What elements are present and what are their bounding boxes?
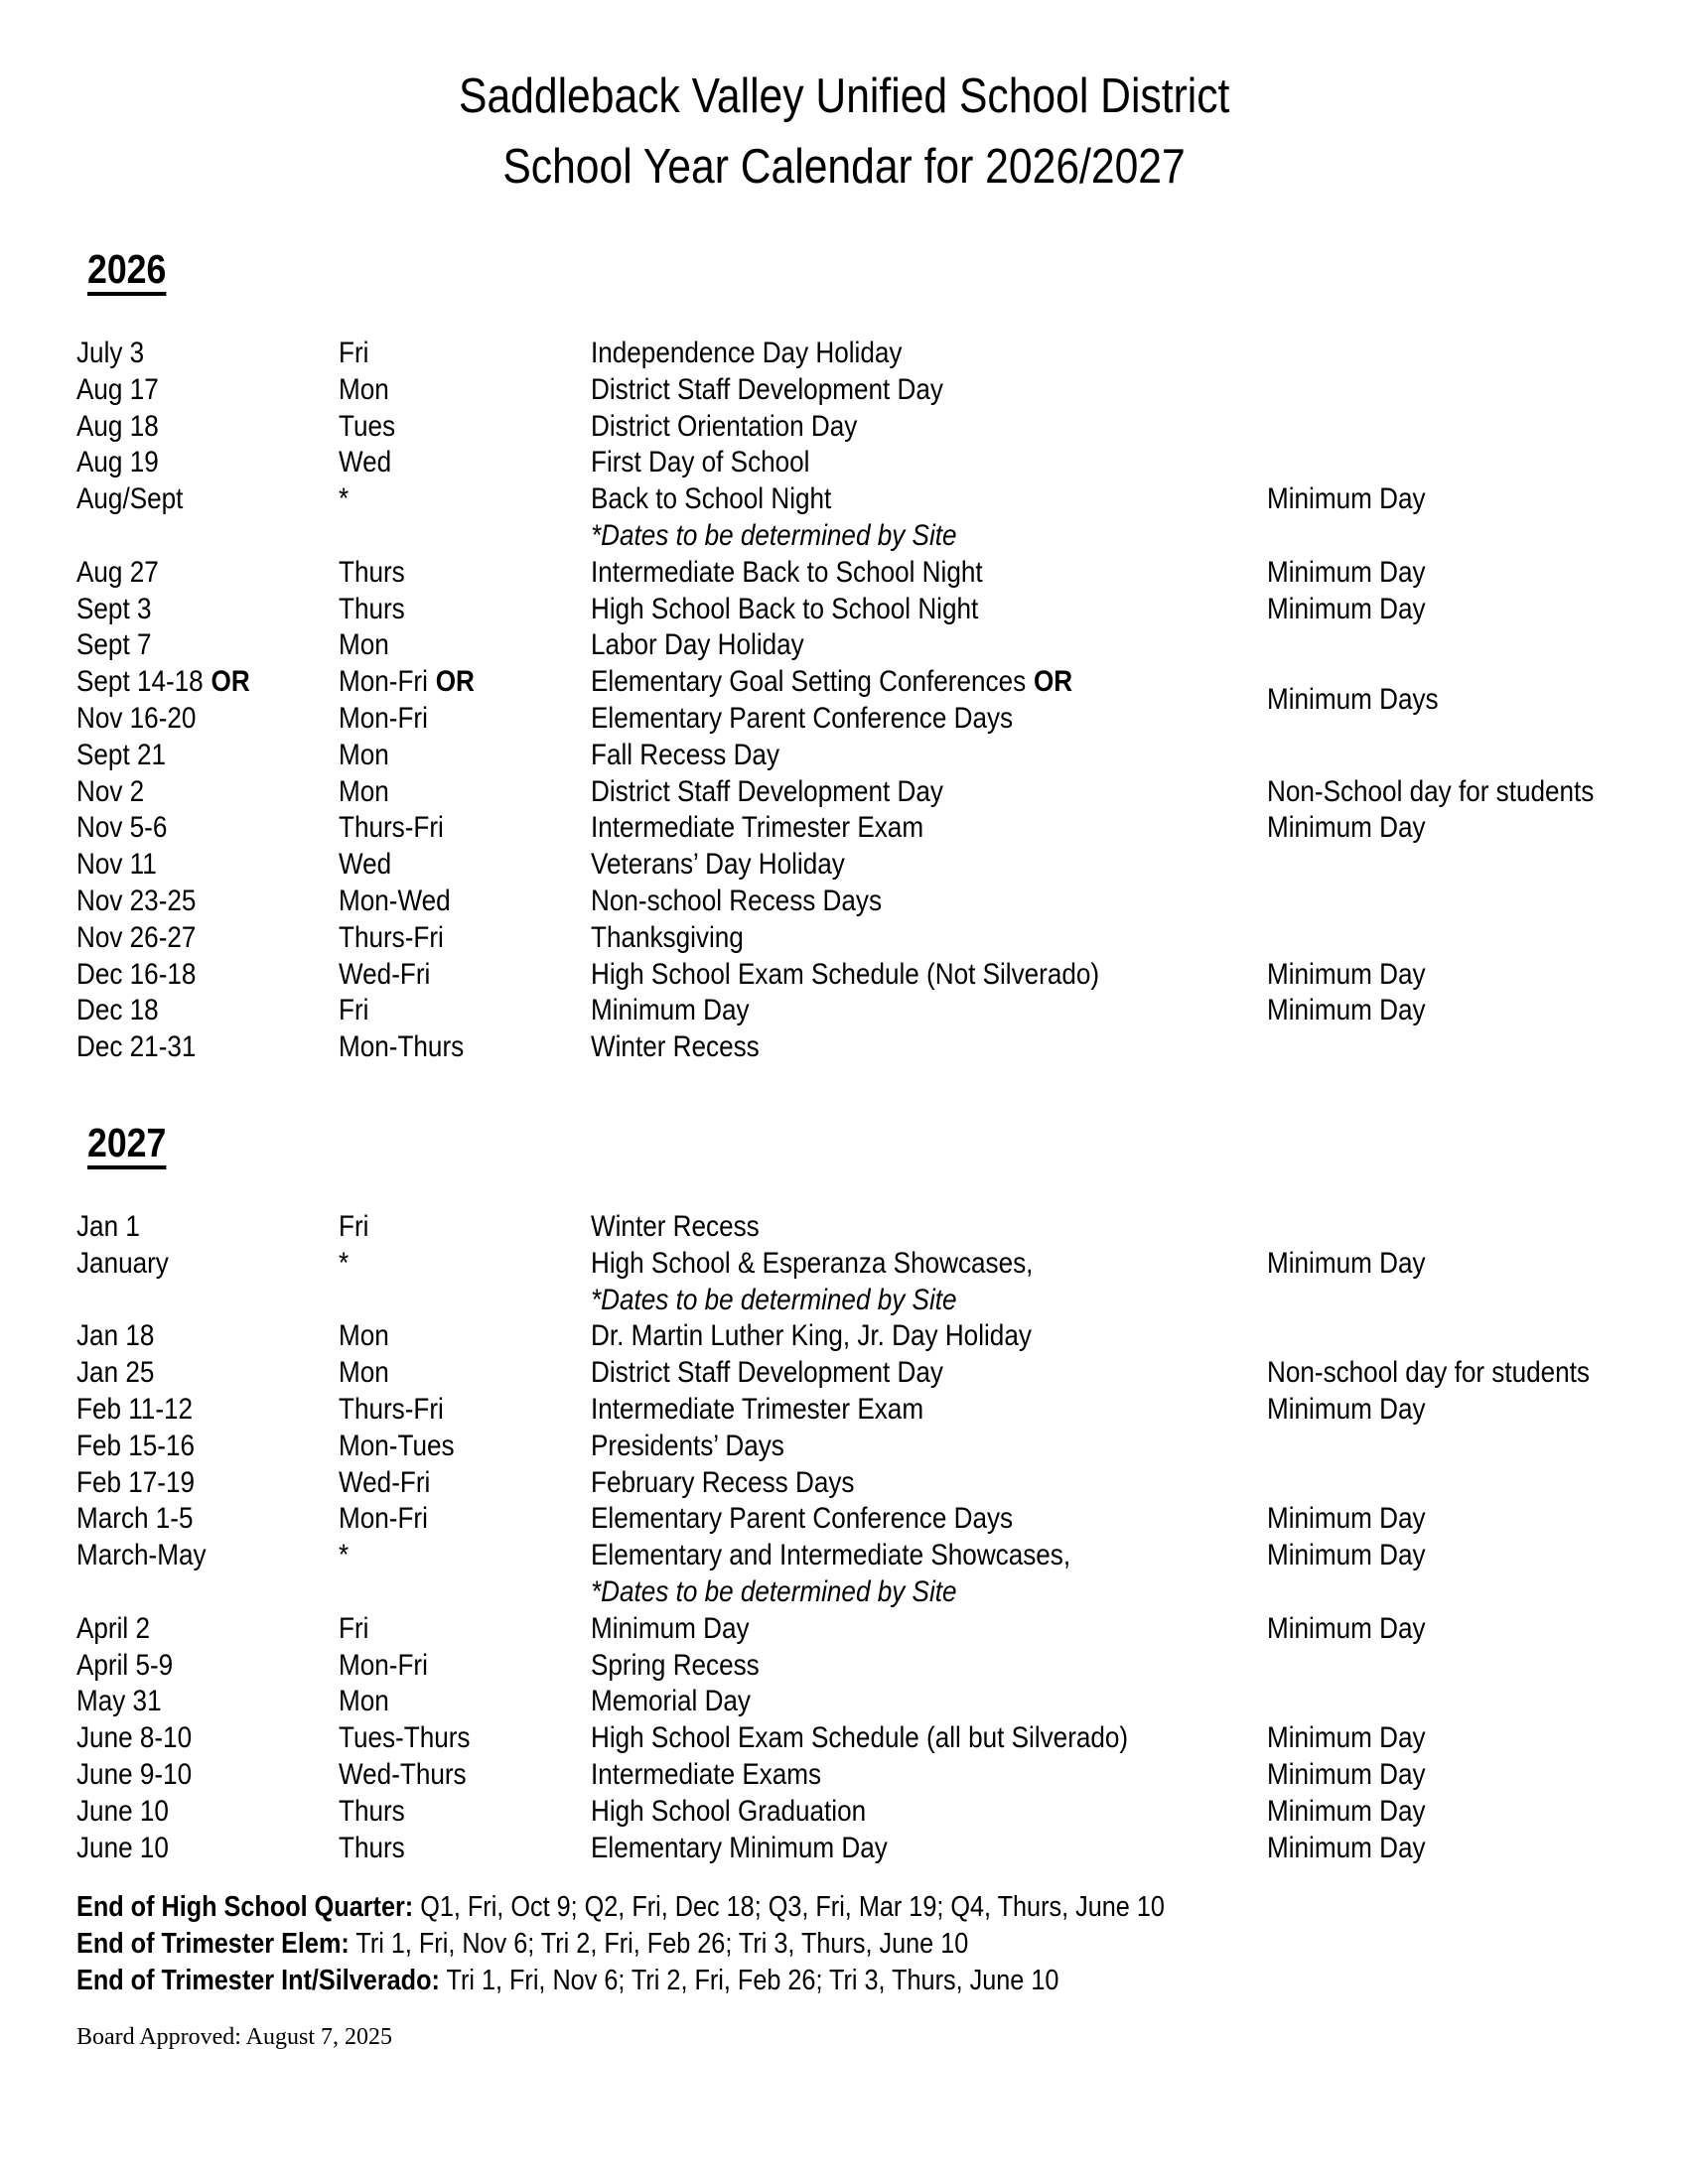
- day-cell: Tues-Thurs: [339, 1721, 471, 1755]
- end-of-quarter-text: Q1, Fri, Oct 9; Q2, Fri, Dec 18; Q3, Fri, Mar 19; Q4, Thurs, June 10: [413, 1891, 1165, 1923]
- event-cell: Labor Day Holiday: [591, 628, 804, 662]
- calendar-row: [0, 1465, 1688, 1502]
- day-cell: Mon-Fri: [339, 701, 428, 735]
- event-cell: High School Graduation: [591, 1794, 867, 1828]
- note-cell: Minimum Day: [1267, 592, 1426, 625]
- note-cell: Minimum Day: [1267, 555, 1426, 589]
- note-cell: Minimum Day: [1267, 1794, 1426, 1828]
- calendar-rows-2026: [0, 336, 1688, 1066]
- year-heading-2027: 2027: [87, 1120, 167, 1165]
- end-of-trimester-int-line: [76, 1963, 1328, 1999]
- note-cell: Minimum Day: [1267, 1831, 1426, 1864]
- day-cell: Fri: [339, 1210, 369, 1243]
- day-cell: Thurs: [339, 1794, 405, 1828]
- event-cell: Minimum Day: [591, 1611, 750, 1645]
- day-cell: Wed-Thurs: [339, 1757, 467, 1791]
- calendar-row: [0, 993, 1688, 1029]
- calendar-row: [0, 1283, 1688, 1319]
- date-cell: Aug 18: [76, 409, 159, 443]
- event-cell: Memorial Day: [591, 1685, 751, 1718]
- day-cell: Mon-Thurs: [339, 1030, 465, 1064]
- calendar-row: [0, 1684, 1688, 1720]
- calendar-row: [0, 627, 1688, 664]
- end-of-trimester-elem-label: End of Trimester Elem:: [76, 1927, 350, 1960]
- date-cell: Feb 11-12: [76, 1392, 194, 1426]
- event-cell: Veterans’ Day Holiday: [591, 848, 845, 882]
- day-cell: *: [339, 1246, 350, 1280]
- calendar-row: [0, 884, 1688, 920]
- calendar-row: [0, 1720, 1688, 1757]
- date-cell: Sept 14-18 OR: [76, 665, 250, 699]
- event-cell: Elementary Goal Setting Conferences OR: [591, 665, 1073, 699]
- day-cell: Mon-Fri: [339, 1648, 428, 1682]
- date-cell: Dec 21-31: [76, 1030, 197, 1064]
- date-cell: May 31: [76, 1685, 162, 1718]
- day-cell: Mon-Fri OR: [339, 665, 475, 699]
- note-cell: Minimum Day: [1267, 1539, 1426, 1572]
- event-cell: Intermediate Exams: [591, 1757, 822, 1791]
- calendar-subtitle: School Year Calendar for 2026/2027: [502, 140, 1186, 194]
- day-cell: Thurs: [339, 592, 405, 625]
- day-cell: Mon: [339, 1356, 389, 1390]
- day-cell: Fri: [339, 337, 369, 369]
- date-cell: March-May: [76, 1539, 207, 1572]
- day-cell: Mon: [339, 372, 389, 406]
- calendar-row: [0, 774, 1688, 811]
- calendar-row: [0, 592, 1688, 628]
- calendar-rows-2027: [0, 1209, 1688, 1866]
- event-cell: Elementary Parent Conference Days: [591, 701, 1014, 735]
- calendar-row: [0, 920, 1688, 957]
- date-cell: Sept 7: [76, 628, 152, 662]
- date-cell: June 10: [76, 1831, 169, 1864]
- end-of-quarter-line: [76, 1889, 1328, 1926]
- event-cell: Winter Recess: [591, 1210, 760, 1243]
- date-cell: Nov 5-6: [76, 811, 168, 845]
- day-cell: Mon: [339, 738, 389, 771]
- event-cell: First Day of School: [591, 446, 810, 479]
- event-cell: Elementary Parent Conference Days: [591, 1502, 1014, 1536]
- event-cell: *Dates to be determined by Site: [591, 518, 957, 552]
- date-cell: Aug 19: [76, 446, 159, 479]
- event-cell: Spring Recess: [591, 1648, 760, 1682]
- day-cell: Mon: [339, 1319, 389, 1353]
- note-cell: Minimum Day: [1267, 957, 1426, 991]
- note-cell: Minimum Day: [1267, 1392, 1426, 1426]
- day-cell: *: [339, 1539, 350, 1572]
- calendar-row: [0, 1757, 1688, 1794]
- calendar-row: [0, 1209, 1688, 1246]
- day-cell: Mon: [339, 774, 389, 808]
- calendar-row: [0, 1574, 1688, 1611]
- calendar-row: [0, 481, 1688, 518]
- day-cell: Thurs: [339, 1831, 405, 1864]
- event-cell: High School Exam Schedule (Not Silverado): [591, 957, 1100, 991]
- calendar-row: [0, 1429, 1688, 1465]
- calendar-row: [0, 555, 1688, 592]
- day-cell: Fri: [339, 1611, 369, 1645]
- event-cell: Winter Recess: [591, 1030, 760, 1064]
- day-cell: Mon-Tues: [339, 1429, 455, 1462]
- calendar-row: [0, 1501, 1688, 1538]
- date-cell: Feb 15-16: [76, 1429, 195, 1462]
- note-cell: Minimum Day: [1267, 1611, 1426, 1645]
- calendar-row: [0, 409, 1688, 446]
- date-cell: Jan 1: [76, 1210, 140, 1243]
- note-cell: Minimum Day: [1267, 1757, 1426, 1791]
- calendar-row: [0, 1318, 1688, 1355]
- day-cell: Thurs-Fri: [339, 920, 444, 954]
- date-cell: Nov 2: [76, 774, 145, 808]
- event-cell: District Staff Development Day: [591, 774, 943, 808]
- date-cell: Sept 3: [76, 592, 152, 625]
- day-cell: Thurs: [339, 555, 405, 589]
- date-cell: Nov 16-20: [76, 701, 197, 735]
- day-cell: Tues: [339, 409, 396, 443]
- note-cell: Minimum Day: [1267, 482, 1426, 516]
- day-cell: *: [339, 482, 350, 516]
- event-cell: Thanksgiving: [591, 920, 744, 954]
- note-cell: Minimum Day: [1267, 1246, 1426, 1280]
- date-cell: Jan 18: [76, 1319, 155, 1353]
- event-cell: Independence Day Holiday: [591, 337, 903, 369]
- day-cell: Wed: [339, 446, 392, 479]
- event-cell: Back to School Night: [591, 482, 832, 516]
- day-cell: Wed: [339, 848, 392, 882]
- note-cell: Minimum Day: [1267, 811, 1426, 845]
- event-cell: Intermediate Trimester Exam: [591, 1392, 924, 1426]
- calendar-row: [0, 336, 1688, 372]
- event-cell: Non-school Recess Days: [591, 884, 883, 917]
- calendar-row: [0, 1611, 1688, 1648]
- date-cell: June 8-10: [76, 1721, 193, 1755]
- date-cell: Aug/Sept: [76, 482, 184, 516]
- calendar-row: [0, 810, 1688, 847]
- event-cell: Presidents’ Days: [591, 1429, 784, 1462]
- date-cell: June 9-10: [76, 1757, 193, 1791]
- note-cell: Minimum Day: [1267, 994, 1426, 1027]
- event-cell: *Dates to be determined by Site: [591, 1574, 957, 1608]
- calendar-row: [0, 1538, 1688, 1574]
- event-cell: *Dates to be determined by Site: [591, 1283, 957, 1316]
- date-cell: June 10: [76, 1794, 169, 1828]
- event-cell: Elementary and Intermediate Showcases,: [591, 1539, 1071, 1572]
- note-cell: Minimum Days: [1267, 683, 1439, 717]
- event-cell: High School Back to School Night: [591, 592, 979, 625]
- calendar-row: [0, 518, 1688, 555]
- end-of-trimester-elem-line: [76, 1926, 1328, 1963]
- day-cell: Thurs-Fri: [339, 811, 444, 845]
- calendar-row: [0, 1831, 1688, 1867]
- note-cell: Minimum Day: [1267, 1502, 1426, 1536]
- document-title: [0, 62, 1688, 203]
- event-cell: Intermediate Back to School Night: [591, 555, 983, 589]
- date-cell: January: [76, 1246, 169, 1280]
- calendar-row: [0, 1648, 1688, 1685]
- calendar-row: [0, 1392, 1688, 1429]
- calendar-row: [0, 664, 1688, 717]
- calendar-row: [0, 738, 1688, 774]
- date-cell: Sept 21: [76, 738, 166, 771]
- date-cell: July 3: [76, 337, 145, 369]
- calendar-row: [0, 1355, 1688, 1392]
- day-cell: Thurs-Fri: [339, 1392, 444, 1426]
- event-cell: District Orientation Day: [591, 409, 858, 443]
- date-cell: March 1-5: [76, 1502, 194, 1536]
- calendar-row: [0, 445, 1688, 481]
- note-cell: Non-school day for students: [1267, 1356, 1590, 1390]
- day-cell: Mon-Wed: [339, 884, 451, 917]
- date-cell: Aug 17: [76, 372, 159, 406]
- date-cell: Nov 26-27: [76, 920, 197, 954]
- date-cell: Aug 27: [76, 555, 159, 589]
- day-cell: Mon-Fri: [339, 1502, 428, 1536]
- day-cell: Wed-Fri: [339, 957, 431, 991]
- event-cell: Minimum Day: [591, 994, 750, 1027]
- date-cell: Jan 25: [76, 1356, 155, 1390]
- event-cell: February Recess Days: [591, 1465, 855, 1499]
- calendar-row: [0, 1246, 1688, 1283]
- calendar-row: [0, 957, 1688, 994]
- day-cell: Mon: [339, 628, 389, 662]
- event-cell: Fall Recess Day: [591, 738, 780, 771]
- district-name: Saddleback Valley Unified School District: [458, 69, 1230, 123]
- date-cell: Feb 17-19: [76, 1465, 195, 1499]
- event-cell: High School Exam Schedule (all but Silverado): [591, 1721, 1129, 1755]
- date-cell: Dec 18: [76, 994, 159, 1027]
- end-of-trimester-elem-text: Tri 1, Fri, Nov 6; Tri 2, Fri, Feb 26; Tri 3, Thurs, June 10: [349, 1927, 969, 1960]
- event-cell: Intermediate Trimester Exam: [591, 811, 924, 845]
- board-approved-note: Board Approved: August 7, 2025: [76, 2024, 392, 2050]
- note-cell: Minimum Day: [1267, 1721, 1426, 1755]
- event-cell: Dr. Martin Luther King, Jr. Day Holiday: [591, 1319, 1032, 1353]
- date-cell: Nov 23-25: [76, 884, 197, 917]
- day-cell: Fri: [339, 994, 369, 1027]
- calendar-row: [0, 372, 1688, 409]
- calendar-row: [0, 847, 1688, 884]
- calendar-row: [0, 1794, 1688, 1831]
- end-of-trimester-int-text: Tri 1, Fri, Nov 6; Tri 2, Fri, Feb 26; Tri 3, Thurs, June 10: [439, 1964, 1059, 1996]
- day-cell: Wed-Fri: [339, 1465, 431, 1499]
- event-cell: District Staff Development Day: [591, 1356, 943, 1390]
- end-of-quarter-label: End of High School Quarter:: [76, 1891, 414, 1923]
- end-of-trimester-int-label: End of Trimester Int/Silverado:: [76, 1964, 440, 1996]
- date-cell: April 2: [76, 1611, 150, 1645]
- event-cell: District Staff Development Day: [591, 372, 943, 406]
- date-cell: Dec 16-18: [76, 957, 197, 991]
- event-cell: High School & Esperanza Showcases,: [591, 1246, 1034, 1280]
- date-cell: April 5-9: [76, 1648, 174, 1682]
- calendar-row: [0, 701, 1688, 738]
- footer-summary: [76, 1889, 1328, 1998]
- event-cell: Elementary Minimum Day: [591, 1831, 888, 1864]
- note-cell: Non-School day for students: [1267, 774, 1595, 808]
- date-cell: Nov 11: [76, 848, 157, 882]
- year-heading-2026: 2026: [87, 246, 167, 292]
- day-cell: Mon: [339, 1685, 389, 1718]
- calendar-row: [0, 1029, 1688, 1066]
